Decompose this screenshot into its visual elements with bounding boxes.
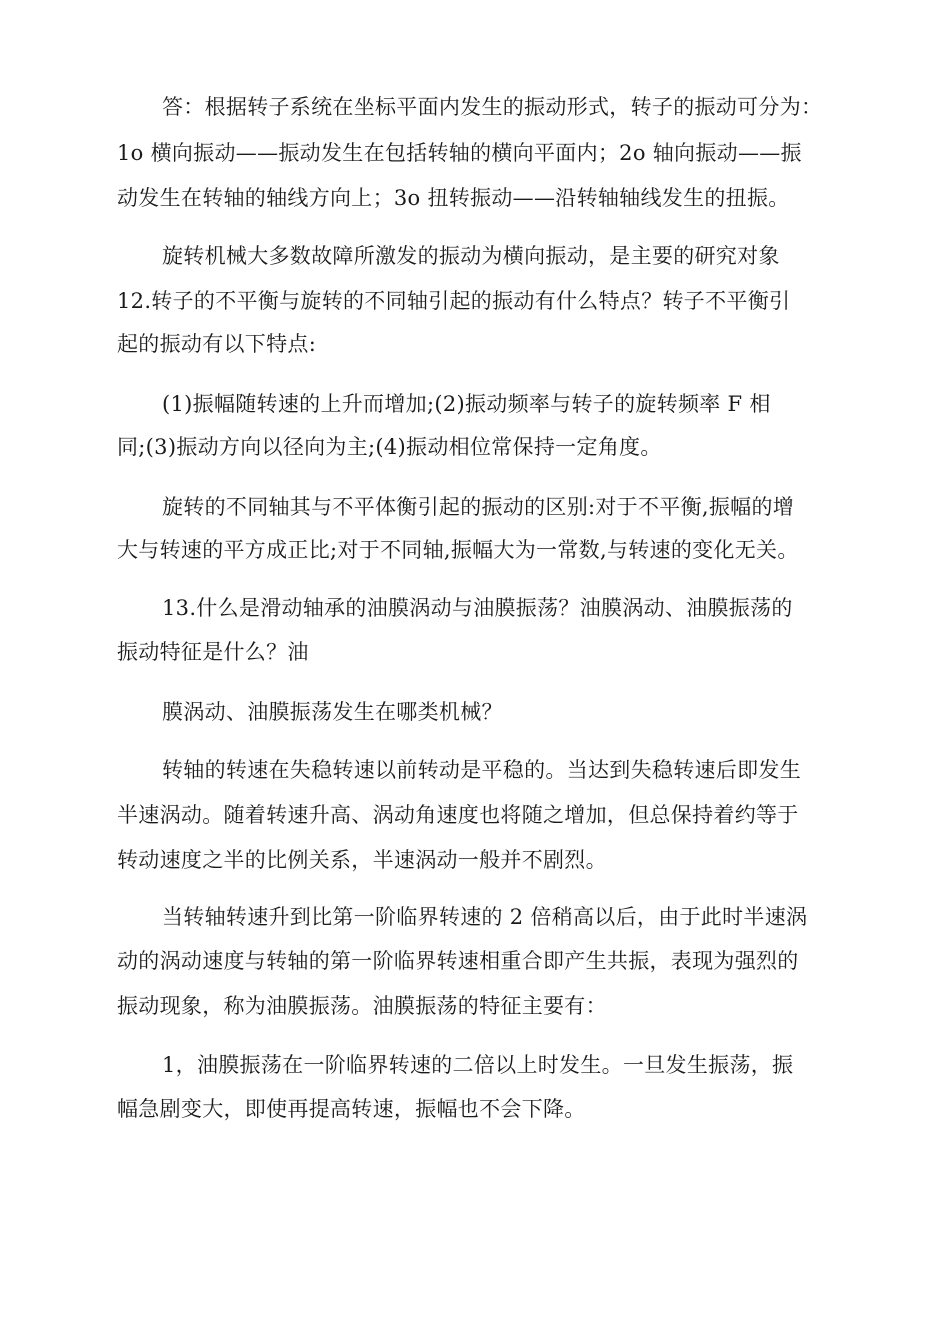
paragraph-9-line-2: 幅急剧变大，即使再提高转速，振幅也不会下降。: [117, 1097, 586, 1121]
paragraph-8-line-2: 动的涡动速度与转轴的第一阶临界转速相重合即产生共振，表现为强烈的: [117, 949, 799, 973]
paragraph-4-line-1: 旋转的不同轴其与不平体衡引起的振动的区别:对于不平衡,振幅的增: [162, 495, 795, 519]
paragraph-6-line-1: 膜涡动、油膜振荡发生在哪类机械？: [162, 700, 503, 724]
paragraph-2-line-3: 起的振动有以下特点:: [117, 332, 317, 356]
paragraph-1-line-2: 1o 横向振动——振动发生在包括转轴的横向平面内；2o 轴向振动——振: [117, 141, 802, 165]
paragraph-4-line-2: 大与转速的平方成正比;对于不同轴,振幅大为一常数,与转速的变化无关。: [117, 538, 799, 562]
paragraph-5-line-1: 13.什么是滑动轴承的油膜涡动与油膜振荡？油膜涡动、油膜振荡的: [162, 596, 793, 620]
paragraph-7-line-2: 半速涡动。随着转速升高、涡动角速度也将随之增加，但总保持着约等于: [117, 803, 799, 827]
paragraph-7-line-1: 转轴的转速在失稳转速以前转动是平稳的。当达到失稳转速后即发生: [162, 758, 801, 782]
paragraph-7-line-3: 转动速度之半的比例关系，半速涡动一般并不剧烈。: [117, 848, 607, 872]
paragraph-3-line-1: (1)振幅随转速的上升而增加;(2)振动频率与转子的旋转频率 F 相: [162, 392, 771, 416]
paragraph-8-line-1: 当转轴转速升到比第一阶临界转速的 2 倍稍高以后，由于此时半速涡: [162, 905, 808, 929]
paragraph-8-line-3: 振动现象，称为油膜振荡。油膜振荡的特征主要有：: [117, 994, 607, 1018]
paragraph-1-line-3: 动发生在转轴的轴线方向上；3o 扭转振动——沿转轴轴线发生的扭振。: [117, 186, 790, 210]
paragraph-3-line-2: 同;(3)振动方向以径向为主;(4)振动相位常保持一定角度。: [117, 435, 662, 459]
paragraph-1-line-1: 答：根据转子系统在坐标平面内发生的振动形式，转子的振动可分为：: [162, 95, 823, 119]
paragraph-9-line-1: 1，油膜振荡在一阶临界转速的二倍以上时发生。一旦发生振荡，振: [162, 1053, 794, 1077]
paragraph-2-line-2: 12.转子的不平衡与旋转的不同轴引起的振动有什么特点？转子不平衡引: [117, 289, 791, 313]
paragraph-2-line-1: 旋转机械大多数故障所激发的振动为横向振动，是主要的研究对象: [162, 244, 780, 268]
paragraph-5-line-2: 振动特征是什么？油: [117, 640, 309, 664]
